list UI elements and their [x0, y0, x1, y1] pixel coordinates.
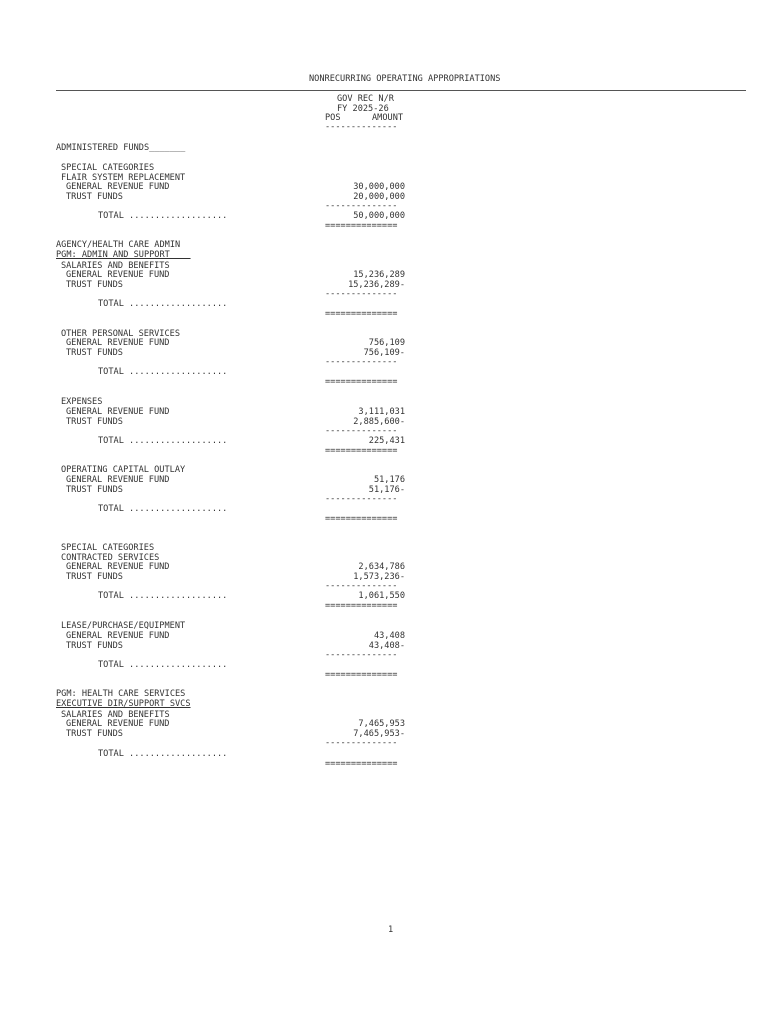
amount-trust: 2,885,600-: [353, 417, 405, 427]
amount-general-revenue: 756,109: [368, 338, 405, 348]
amount-general-revenue: 30,000,000: [353, 182, 405, 192]
total-label: TOTAL ...................: [98, 299, 228, 309]
item-flair-system: FLAIR SYSTEM REPLACEMENT: [61, 173, 186, 183]
program-health-care-services: PGM: HEALTH CARE SERVICES: [56, 689, 186, 699]
program-admin-support: PGM: ADMIN AND SUPPORT ___: [56, 250, 191, 260]
category-salaries-benefits: SALARIES AND BENEFITS: [61, 710, 170, 720]
amount-trust: 7,465,953-: [353, 729, 405, 739]
amount-general-revenue: 2,634,786: [358, 562, 405, 572]
category-expenses: EXPENSES: [61, 397, 103, 407]
subtotal-rule: --------------: [325, 201, 398, 211]
column-header-dash: --------------: [325, 122, 398, 132]
subtotal-rule: --------------: [325, 426, 398, 436]
amount-general-revenue: 3,111,031: [358, 407, 405, 417]
total-double-rule: ==============: [325, 670, 398, 680]
fund-trust: TRUST FUNDS: [66, 348, 123, 358]
total-double-rule: ==============: [325, 514, 398, 524]
fund-general-revenue: GENERAL REVENUE FUND: [66, 182, 170, 192]
fund-trust: TRUST FUNDS: [66, 641, 123, 651]
total-amount: 225,431: [368, 436, 405, 446]
total-label: TOTAL ...................: [98, 749, 228, 759]
subtotal-rule: --------------: [325, 650, 398, 660]
amount-trust: 15,236,289-: [348, 280, 405, 290]
amount-trust: 1,573,236-: [353, 572, 405, 582]
fund-trust: TRUST FUNDS: [66, 729, 123, 739]
subtotal-rule: --------------: [325, 357, 398, 367]
column-header-line2: FY 2025-26: [337, 104, 389, 114]
amount-general-revenue: 43,408: [373, 631, 405, 641]
category-lease-purchase-equipment: LEASE/PURCHASE/EQUIPMENT: [61, 621, 186, 631]
item-contracted-services: CONTRACTED SERVICES: [61, 553, 160, 563]
fund-trust: TRUST FUNDS: [66, 485, 123, 495]
category-other-personal-services: OTHER PERSONAL SERVICES: [61, 329, 180, 339]
fund-trust: TRUST FUNDS: [66, 280, 123, 290]
fund-general-revenue: GENERAL REVENUE FUND: [66, 338, 170, 348]
total-label: TOTAL ...................: [98, 436, 228, 446]
fund-general-revenue: GENERAL REVENUE FUND: [66, 270, 170, 280]
total-double-rule: ==============: [325, 221, 398, 231]
total-double-rule: ==============: [325, 309, 398, 319]
page-number: 1: [388, 925, 394, 935]
subtotal-rule: --------------: [325, 289, 398, 299]
total-label: TOTAL ...................: [98, 660, 228, 670]
fund-trust: TRUST FUNDS: [66, 572, 123, 582]
total-label: TOTAL ...................: [98, 591, 228, 601]
executive-dir-support: EXECUTIVE DIR/SUPPORT SVCS: [56, 699, 191, 709]
amount-trust: 756,109-: [363, 348, 405, 358]
section-administered-funds: ADMINISTERED FUNDS_______: [56, 143, 186, 153]
fund-general-revenue: GENERAL REVENUE FUND: [66, 631, 170, 641]
fund-trust: TRUST FUNDS: [66, 417, 123, 427]
total-double-rule: ==============: [325, 601, 398, 611]
column-header-line1: GOV REC N/R: [337, 94, 394, 104]
agency-heading: AGENCY/HEALTH CARE ADMIN: [56, 240, 181, 250]
report-title: NONRECURRING OPERATING APPROPRIATIONS: [309, 74, 501, 84]
total-double-rule: ==============: [325, 446, 398, 456]
total-amount: 1,061,550: [358, 591, 405, 601]
subtotal-rule: --------------: [325, 581, 398, 591]
fund-general-revenue: GENERAL REVENUE FUND: [66, 407, 170, 417]
amount-general-revenue: 7,465,953: [358, 719, 405, 729]
total-amount: 50,000,000: [353, 211, 405, 221]
fund-trust: TRUST FUNDS: [66, 192, 123, 202]
amount-trust: 43,408-: [368, 641, 405, 651]
subtotal-rule: --------------: [325, 494, 398, 504]
category-salaries-benefits: SALARIES AND BENEFITS: [61, 261, 170, 271]
category-special-categories: SPECIAL CATEGORIES: [61, 163, 155, 173]
total-double-rule: ==============: [325, 759, 398, 769]
fund-general-revenue: GENERAL REVENUE FUND: [66, 475, 170, 485]
total-label: TOTAL ...................: [98, 504, 228, 514]
column-header-amount: AMOUNT: [372, 113, 404, 123]
fund-general-revenue: GENERAL REVENUE FUND: [66, 719, 170, 729]
amount-general-revenue: 15,236,289: [353, 270, 405, 280]
amount-trust: 51,176-: [368, 485, 405, 495]
total-label: TOTAL ...................: [98, 211, 228, 221]
subtotal-rule: --------------: [325, 738, 398, 748]
total-label: TOTAL ...................: [98, 367, 228, 377]
fund-general-revenue: GENERAL REVENUE FUND: [66, 562, 170, 572]
category-operating-capital-outlay: OPERATING CAPITAL OUTLAY: [61, 465, 186, 475]
category-special-categories: SPECIAL CATEGORIES: [61, 543, 155, 553]
column-header-pos: POS: [325, 113, 341, 123]
amount-general-revenue: 51,176: [373, 475, 405, 485]
amount-trust: 20,000,000: [353, 192, 405, 202]
total-double-rule: ==============: [325, 377, 398, 387]
header-rule: [56, 90, 746, 91]
